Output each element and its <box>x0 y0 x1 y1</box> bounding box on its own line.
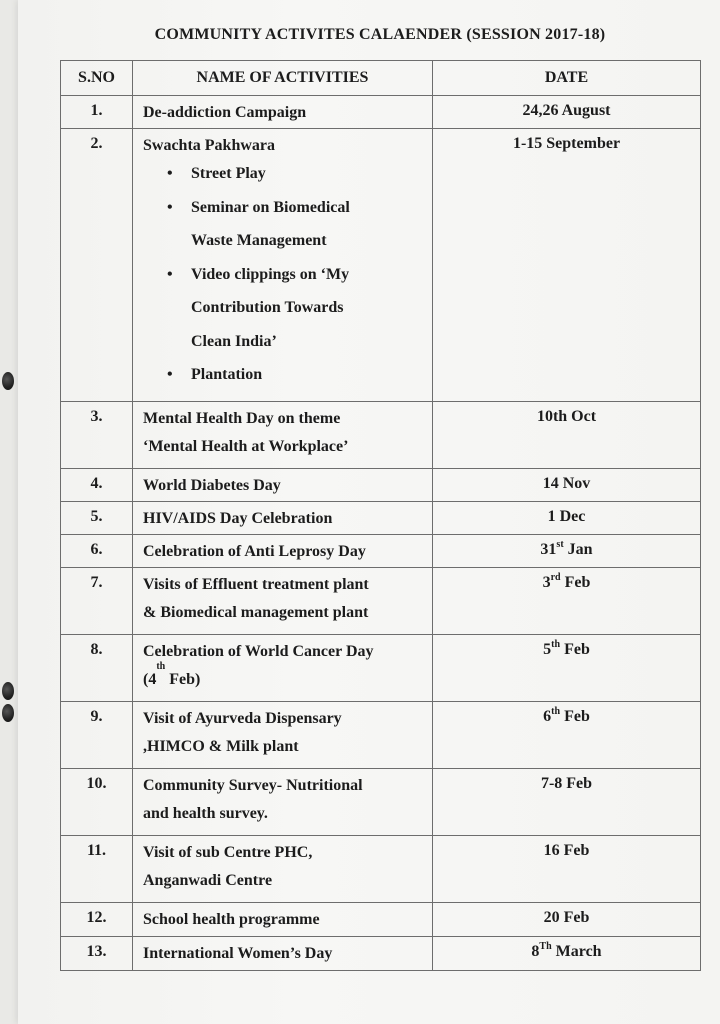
row-serial-number: 12. <box>61 903 133 937</box>
activity-date: 1-15 September <box>433 129 701 402</box>
activity-name <box>133 535 433 568</box>
header-date: DATE <box>433 61 701 96</box>
binder-holes <box>0 0 18 1024</box>
activity-date: 16 Feb <box>433 836 701 903</box>
row-serial-number: 9. <box>61 702 133 769</box>
punch-hole <box>2 372 14 390</box>
activity-name <box>133 836 433 903</box>
row-serial-number: 3. <box>61 402 133 469</box>
activity-name-line: HIV/AIDS Day Celebration <box>143 510 333 527</box>
activity-name <box>133 469 433 502</box>
table-row <box>61 96 701 129</box>
activity-name-line: School health programme <box>143 911 320 928</box>
list-item: • Plantation <box>167 358 426 392</box>
row-serial-number: 11. <box>61 836 133 903</box>
activity-date: 1 Dec <box>433 502 701 535</box>
activity-date: 24,26 August <box>433 96 701 129</box>
list-item: • Seminar on Biomedical Waste Management <box>167 191 426 258</box>
activity-name-line: De-addiction Campaign <box>143 104 307 121</box>
activity-name-line: Mental Health Day on theme <box>143 410 341 427</box>
row-serial-number: 10. <box>61 769 133 836</box>
table-row <box>61 402 701 469</box>
table-row <box>61 903 701 937</box>
list-item: • Video clippings on ‘My Contribution Towards Clean India’ <box>167 258 426 359</box>
activity-name-line: (4th Feb) <box>143 661 201 688</box>
activity-date: 10th Oct <box>433 402 701 469</box>
activity-name-line: Community Survey- Nutritional <box>143 777 363 794</box>
row-serial-number: 8. <box>61 635 133 702</box>
table-row <box>61 129 701 402</box>
page-title: COMMUNITY ACTIVITES CALAENDER (SESSION 2017-18) <box>154 26 606 43</box>
activity-name-line: Celebration of World Cancer Day <box>143 643 374 660</box>
row-serial-number: 5. <box>61 502 133 535</box>
list-item: • Street Play <box>167 157 426 191</box>
activity-date: 5th Feb <box>433 635 701 702</box>
table-row <box>61 568 701 635</box>
activity-date: 8Th March <box>433 937 701 971</box>
activity-name <box>133 635 433 702</box>
activity-name <box>133 769 433 836</box>
row-serial-number: 1. <box>61 96 133 129</box>
table-row <box>61 635 701 702</box>
activity-name <box>133 402 433 469</box>
activity-name <box>133 903 433 937</box>
activity-name-line: Visit of sub Centre PHC, <box>143 844 313 861</box>
activity-name-line: & Biomedical management plant <box>143 604 369 621</box>
activity-name-line: Visit of Ayurveda Dispensary <box>143 710 342 727</box>
table-row <box>61 469 701 502</box>
punch-hole <box>2 704 14 722</box>
activity-date: 3rd Feb <box>433 568 701 635</box>
activity-name-line: Swachta Pakhwara <box>143 137 276 154</box>
activities-table <box>60 60 701 971</box>
table-row <box>61 769 701 836</box>
activity-date: 31st Jan <box>433 535 701 568</box>
table-row <box>61 535 701 568</box>
activity-name-line: Celebration of Anti Leprosy Day <box>143 543 366 560</box>
activity-date: 20 Feb <box>433 903 701 937</box>
row-serial-number: 2. <box>61 129 133 402</box>
activity-name <box>133 702 433 769</box>
activity-name <box>133 937 433 971</box>
activity-date: 6th Feb <box>433 702 701 769</box>
row-serial-number: 7. <box>61 568 133 635</box>
activity-name-line: World Diabetes Day <box>143 477 281 494</box>
activity-name <box>133 96 433 129</box>
activity-name-line: Anganwadi Centre <box>143 872 273 889</box>
activity-name-line: and health survey. <box>143 805 268 822</box>
activity-date: 14 Nov <box>433 469 701 502</box>
activity-name-line: ‘Mental Health at Workplace’ <box>143 438 349 455</box>
header-sno: S.NO <box>61 61 133 96</box>
row-serial-number: 4. <box>61 469 133 502</box>
activity-subitems-list <box>143 157 426 392</box>
activity-name <box>133 502 433 535</box>
punch-hole <box>2 682 14 700</box>
table-row <box>61 502 701 535</box>
activity-name-line: Visits of Effluent treatment plant <box>143 576 369 593</box>
activity-name <box>133 129 433 402</box>
activity-name-line: International Women’s Day <box>143 945 333 962</box>
row-serial-number: 13. <box>61 937 133 971</box>
table-row <box>61 702 701 769</box>
activity-date: 7-8 Feb <box>433 769 701 836</box>
activity-name-line: ,HIMCO & Milk plant <box>143 738 299 755</box>
header-name: NAME OF ACTIVITIES <box>133 61 433 96</box>
table-row <box>61 937 701 971</box>
row-serial-number: 6. <box>61 535 133 568</box>
table-row <box>61 836 701 903</box>
table-header-row <box>61 61 701 96</box>
activity-name <box>133 568 433 635</box>
